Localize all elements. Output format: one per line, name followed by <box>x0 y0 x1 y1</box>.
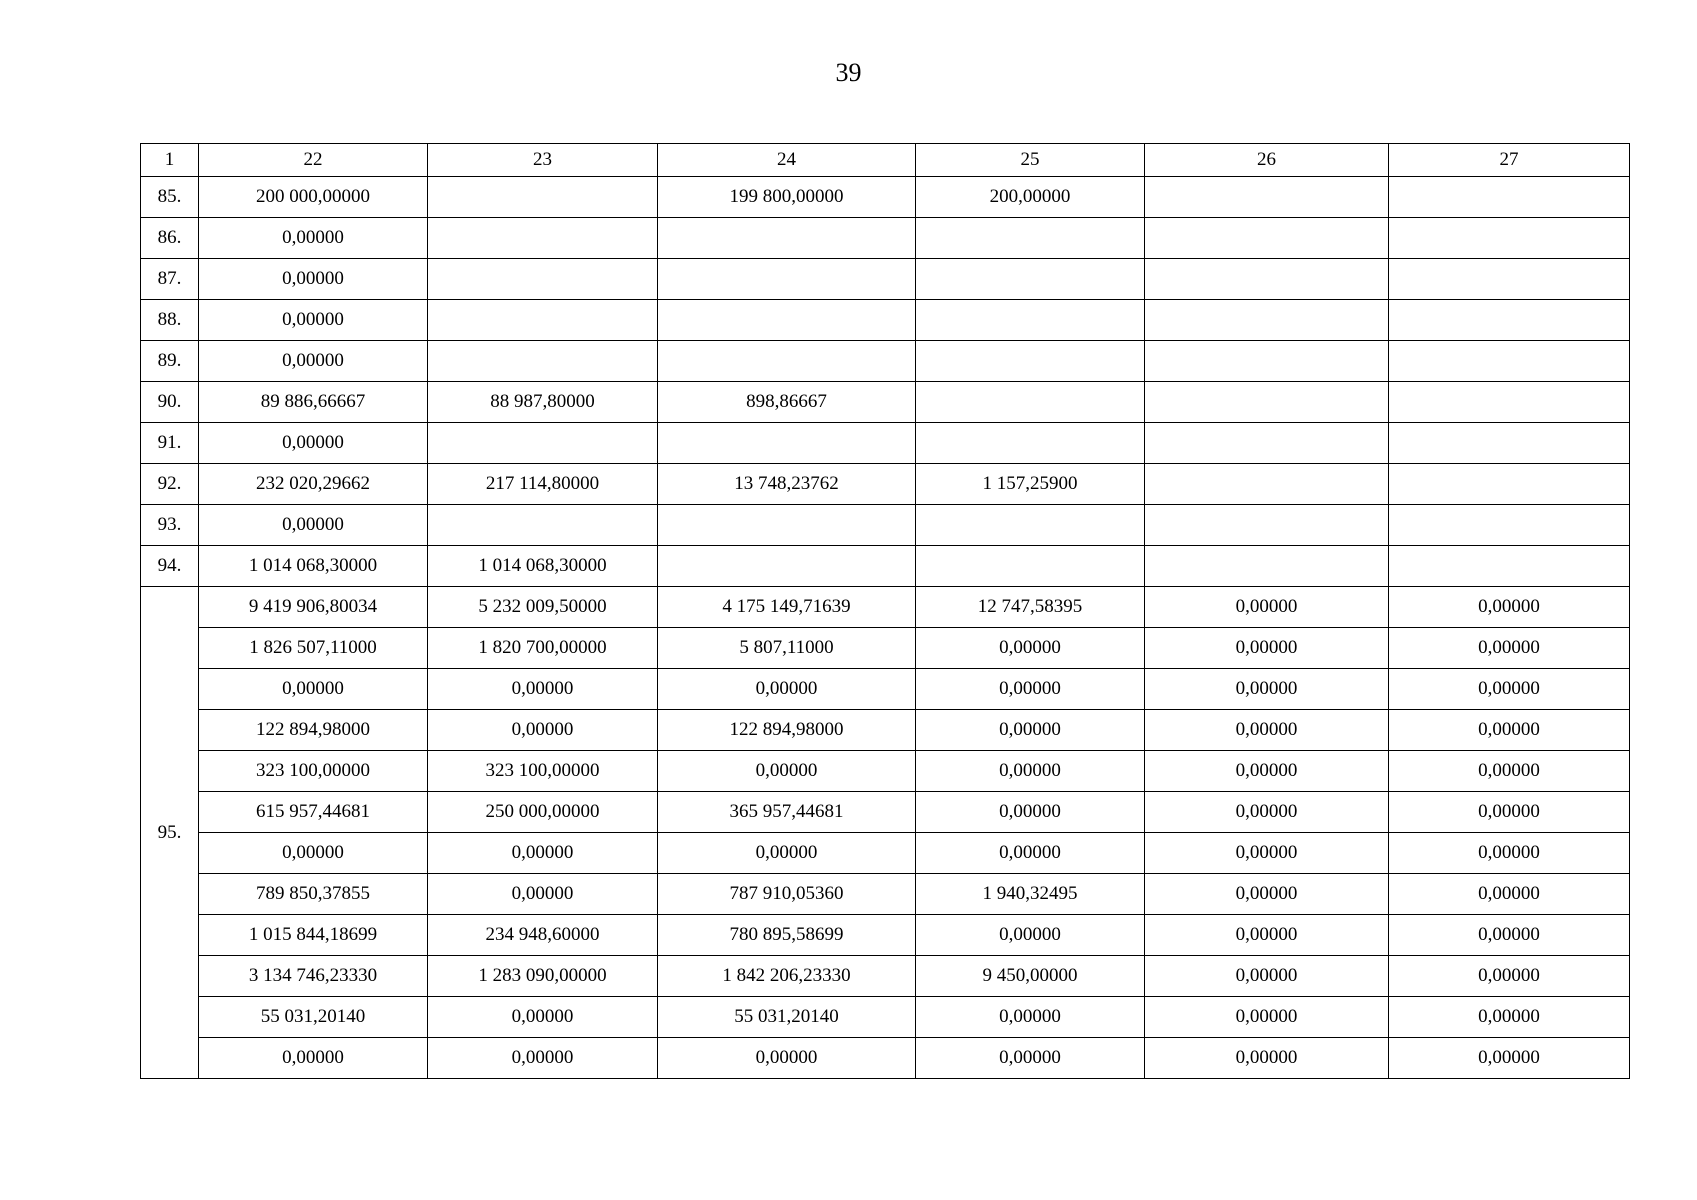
table-cell: 122 894,98000 <box>658 710 916 751</box>
table-cell <box>428 423 658 464</box>
table-cell: 0,00000 <box>199 833 428 874</box>
table-cell <box>916 341 1145 382</box>
table-cell <box>1145 300 1389 341</box>
table-row <box>141 505 1630 546</box>
table-cell <box>1389 300 1630 341</box>
table-cell: 1 820 700,00000 <box>428 628 658 669</box>
table-cell: 0,00000 <box>1145 874 1389 915</box>
row-number: 91. <box>141 423 199 464</box>
table-cell <box>916 505 1145 546</box>
table-cell <box>658 218 916 259</box>
table-cell: 4 175 149,71639 <box>658 587 916 628</box>
header-row <box>141 144 1630 177</box>
table-cell: 199 800,00000 <box>658 177 916 218</box>
table-cell: 0,00000 <box>1389 1038 1630 1079</box>
table-cell <box>428 341 658 382</box>
table-row <box>141 218 1630 259</box>
table-cell: 0,00000 <box>1389 833 1630 874</box>
table-cell: 0,00000 <box>428 1038 658 1079</box>
table-row <box>141 792 1630 833</box>
header-cell: 27 <box>1389 144 1630 177</box>
table-cell: 323 100,00000 <box>199 751 428 792</box>
row-number: 90. <box>141 382 199 423</box>
row-number: 86. <box>141 218 199 259</box>
table-cell: 200,00000 <box>916 177 1145 218</box>
table-cell: 232 020,29662 <box>199 464 428 505</box>
table-cell: 55 031,20140 <box>199 997 428 1038</box>
table-cell: 0,00000 <box>1145 587 1389 628</box>
row-number: 87. <box>141 259 199 300</box>
table-row <box>141 833 1630 874</box>
table-row <box>141 915 1630 956</box>
table-cell: 0,00000 <box>1389 669 1630 710</box>
table-cell <box>428 218 658 259</box>
table-cell: 0,00000 <box>916 915 1145 956</box>
table-row <box>141 1038 1630 1079</box>
table-cell: 0,00000 <box>1145 669 1389 710</box>
table-cell <box>428 300 658 341</box>
table-cell: 5 807,11000 <box>658 628 916 669</box>
table-cell: 0,00000 <box>1389 628 1630 669</box>
table-cell: 1 283 090,00000 <box>428 956 658 997</box>
table-cell: 0,00000 <box>1145 915 1389 956</box>
table-row <box>141 259 1630 300</box>
table-row <box>141 423 1630 464</box>
table-row <box>141 300 1630 341</box>
table-cell: 365 957,44681 <box>658 792 916 833</box>
table-cell: 0,00000 <box>1389 710 1630 751</box>
table-cell: 0,00000 <box>916 710 1145 751</box>
table-cell <box>1145 341 1389 382</box>
table-cell <box>916 382 1145 423</box>
table-cell: 0,00000 <box>199 423 428 464</box>
table-cell <box>658 300 916 341</box>
row-number: 85. <box>141 177 199 218</box>
table-cell: 1 940,32495 <box>916 874 1145 915</box>
table-cell: 5 232 009,50000 <box>428 587 658 628</box>
table-cell: 88 987,80000 <box>428 382 658 423</box>
row-number: 88. <box>141 300 199 341</box>
table-cell <box>1389 177 1630 218</box>
table-cell: 55 031,20140 <box>658 997 916 1038</box>
table-cell: 200 000,00000 <box>199 177 428 218</box>
table-row <box>141 710 1630 751</box>
table-cell: 0,00000 <box>199 669 428 710</box>
table-cell <box>916 259 1145 300</box>
table-cell: 1 014 068,30000 <box>428 546 658 587</box>
table-row <box>141 587 1630 628</box>
table-cell: 0,00000 <box>658 669 916 710</box>
table-cell: 0,00000 <box>1145 997 1389 1038</box>
table-cell: 0,00000 <box>916 997 1145 1038</box>
table-cell: 1 826 507,11000 <box>199 628 428 669</box>
table-cell <box>1145 546 1389 587</box>
table-cell: 0,00000 <box>428 710 658 751</box>
table-cell: 1 842 206,23330 <box>658 956 916 997</box>
table-cell: 13 748,23762 <box>658 464 916 505</box>
table-cell <box>916 546 1145 587</box>
table-cell: 0,00000 <box>1145 956 1389 997</box>
table-cell <box>1145 423 1389 464</box>
row-number: 89. <box>141 341 199 382</box>
table-cell: 250 000,00000 <box>428 792 658 833</box>
table-row <box>141 546 1630 587</box>
table-cell: 0,00000 <box>1145 1038 1389 1079</box>
table-cell: 0,00000 <box>1389 874 1630 915</box>
table-cell: 0,00000 <box>916 669 1145 710</box>
table-row <box>141 382 1630 423</box>
data-table <box>140 143 1630 1079</box>
table-cell: 0,00000 <box>1145 710 1389 751</box>
table-cell <box>916 218 1145 259</box>
table-cell: 898,86667 <box>658 382 916 423</box>
table-cell: 0,00000 <box>916 751 1145 792</box>
table-cell <box>1389 464 1630 505</box>
table-cell <box>1145 382 1389 423</box>
table-row <box>141 997 1630 1038</box>
table-cell <box>1389 423 1630 464</box>
table-cell <box>1145 505 1389 546</box>
table-cell: 0,00000 <box>1145 628 1389 669</box>
table-cell: 0,00000 <box>428 669 658 710</box>
table-cell: 323 100,00000 <box>428 751 658 792</box>
table-cell <box>1389 341 1630 382</box>
table-row <box>141 751 1630 792</box>
table-cell <box>916 300 1145 341</box>
table-cell: 0,00000 <box>428 874 658 915</box>
table-cell: 0,00000 <box>1389 587 1630 628</box>
header-cell: 24 <box>658 144 916 177</box>
table-cell <box>1389 505 1630 546</box>
table-cell: 12 747,58395 <box>916 587 1145 628</box>
table-cell: 0,00000 <box>1145 792 1389 833</box>
table-cell: 0,00000 <box>428 833 658 874</box>
table-cell <box>1389 218 1630 259</box>
table-cell: 0,00000 <box>199 259 428 300</box>
table-row <box>141 464 1630 505</box>
table-cell <box>1145 259 1389 300</box>
table-cell <box>1389 382 1630 423</box>
table-cell: 0,00000 <box>428 997 658 1038</box>
table-cell: 789 850,37855 <box>199 874 428 915</box>
table-cell: 0,00000 <box>1145 751 1389 792</box>
header-cell: 26 <box>1145 144 1389 177</box>
table-cell <box>428 177 658 218</box>
table-cell: 89 886,66667 <box>199 382 428 423</box>
table-cell: 1 014 068,30000 <box>199 546 428 587</box>
table-cell: 0,00000 <box>199 1038 428 1079</box>
table-row <box>141 874 1630 915</box>
table-cell: 0,00000 <box>199 300 428 341</box>
row-number: 93. <box>141 505 199 546</box>
table-cell: 0,00000 <box>1389 956 1630 997</box>
table-cell: 3 134 746,23330 <box>199 956 428 997</box>
table-cell: 0,00000 <box>658 1038 916 1079</box>
table-cell <box>658 341 916 382</box>
table-row <box>141 341 1630 382</box>
table-cell <box>1389 546 1630 587</box>
table-cell: 0,00000 <box>658 751 916 792</box>
table-cell <box>658 505 916 546</box>
page-number: 39 <box>835 58 862 87</box>
row-number: 92. <box>141 464 199 505</box>
table-row <box>141 669 1630 710</box>
table-cell: 0,00000 <box>916 792 1145 833</box>
header-cell: 1 <box>141 144 199 177</box>
table-cell: 780 895,58699 <box>658 915 916 956</box>
table-cell <box>658 546 916 587</box>
table-cell: 0,00000 <box>1389 997 1630 1038</box>
table-cell <box>658 423 916 464</box>
table-cell <box>428 505 658 546</box>
table-cell: 9 419 906,80034 <box>199 587 428 628</box>
table-cell: 0,00000 <box>916 833 1145 874</box>
table-cell <box>428 259 658 300</box>
table-cell: 0,00000 <box>1389 751 1630 792</box>
table-cell: 0,00000 <box>658 833 916 874</box>
table-row <box>141 628 1630 669</box>
table-cell: 9 450,00000 <box>916 956 1145 997</box>
table-cell: 0,00000 <box>199 218 428 259</box>
header-cell: 25 <box>916 144 1145 177</box>
row-number: 95. <box>141 587 199 1079</box>
table-cell <box>1145 177 1389 218</box>
header-cell: 23 <box>428 144 658 177</box>
table-cell: 217 114,80000 <box>428 464 658 505</box>
table-row <box>141 177 1630 218</box>
table-cell <box>1145 464 1389 505</box>
table-cell: 0,00000 <box>1389 792 1630 833</box>
table-cell: 0,00000 <box>199 505 428 546</box>
table-cell: 234 948,60000 <box>428 915 658 956</box>
table-cell <box>1389 259 1630 300</box>
table-row <box>141 956 1630 997</box>
row-number: 94. <box>141 546 199 587</box>
table-cell <box>916 423 1145 464</box>
table-cell: 1 015 844,18699 <box>199 915 428 956</box>
table-cell <box>658 259 916 300</box>
table-cell: 787 910,05360 <box>658 874 916 915</box>
table-cell: 1 157,25900 <box>916 464 1145 505</box>
table-cell: 122 894,98000 <box>199 710 428 751</box>
table-cell: 0,00000 <box>1145 833 1389 874</box>
table-cell: 0,00000 <box>916 1038 1145 1079</box>
table-cell <box>1145 218 1389 259</box>
table-cell: 0,00000 <box>199 341 428 382</box>
header-cell: 22 <box>199 144 428 177</box>
table-cell: 0,00000 <box>916 628 1145 669</box>
table-cell: 0,00000 <box>1389 915 1630 956</box>
table-cell: 615 957,44681 <box>199 792 428 833</box>
